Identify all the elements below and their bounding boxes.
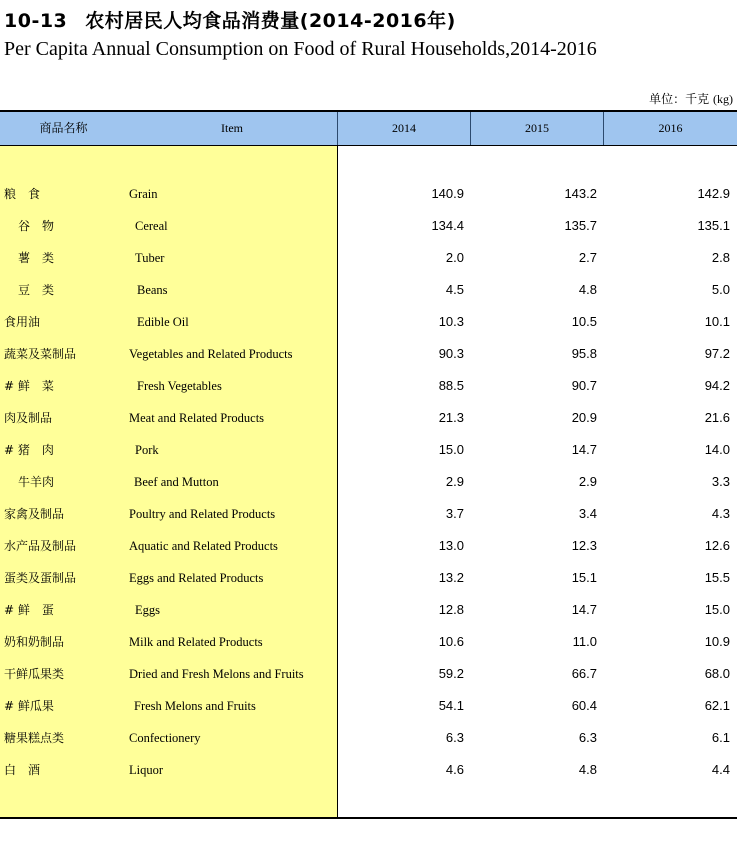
cell-value-2014: 15.0: [438, 442, 464, 457]
cell-value-2014: 3.7: [445, 506, 464, 521]
cell-value-2016: 15.5: [704, 570, 730, 585]
row-label-cn: 肉及制品: [4, 411, 53, 425]
cell-value-2015: 11.0: [572, 634, 597, 649]
row-label-cn: # 鲜 菜: [4, 379, 54, 393]
row-label-en: Vegetables and Related Products: [129, 347, 293, 361]
cell-value-2014: 134.4: [431, 218, 464, 233]
cell-value-2016: 142.9: [697, 186, 730, 201]
cell-value-2016: 97.2: [704, 346, 730, 361]
unit-label-en: (kg): [713, 92, 733, 106]
cell-value-2016: 68.0: [704, 666, 730, 681]
cell-value-2014: 10.6: [438, 634, 464, 649]
row-label-cn: 蛋类及蛋制品: [4, 571, 77, 585]
cell-value-2015: 66.7: [571, 666, 597, 681]
table-row: [0, 242, 737, 274]
table-row: [0, 562, 737, 594]
table-row: [0, 594, 737, 626]
table-title-en: Per Capita Annual Consumption on Food of Rural Households,2014-2016: [4, 38, 597, 60]
cell-value-2015: 4.8: [578, 282, 597, 297]
cell-value-2015: 60.4: [571, 698, 597, 713]
table-row: [0, 722, 737, 754]
row-label-en: Eggs and Related Products: [129, 571, 264, 585]
cell-value-2015: 90.7: [571, 378, 597, 393]
row-label-en: Liquor: [129, 763, 164, 777]
cell-value-2015: 14.7: [571, 442, 597, 457]
row-label-en: Edible Oil: [137, 315, 189, 329]
cell-value-2015: 6.3: [578, 730, 597, 745]
row-label-cn: 糖果糕点类: [4, 731, 65, 745]
row-label-cn: 牛羊肉: [18, 475, 55, 489]
row-label-cn: 奶和奶制品: [4, 635, 65, 649]
cell-value-2016: 2.8: [711, 250, 730, 265]
cell-value-2016: 21.6: [704, 410, 730, 425]
cell-value-2016: 135.1: [697, 218, 730, 233]
cell-value-2015: 14.7: [571, 602, 597, 617]
cell-value-2015: 2.7: [578, 250, 597, 265]
cell-value-2016: 94.2: [704, 378, 730, 393]
row-label-en: Poultry and Related Products: [129, 507, 276, 521]
header-year-2016: 2016: [658, 121, 683, 135]
table-bottom-rule: [0, 817, 737, 819]
cell-value-2016: 3.3: [711, 474, 730, 489]
cell-value-2014: 4.6: [445, 762, 464, 777]
table-title-cn: [4, 6, 456, 33]
row-label-cn: 水产品及制品: [4, 539, 77, 553]
cell-value-2014: 2.0: [445, 250, 464, 265]
row-label-en: Confectionery: [129, 731, 201, 745]
cell-value-2015: 12.3: [571, 538, 597, 553]
cell-value-2016: 62.1: [704, 698, 730, 713]
cell-value-2016: 4.4: [711, 762, 730, 777]
cell-value-2014: 10.3: [438, 314, 464, 329]
row-label-cn: 粮 食: [4, 187, 41, 201]
table-row: [0, 498, 737, 530]
table-row: [0, 530, 737, 562]
table-row: [0, 210, 737, 242]
header-item-en: Item: [221, 121, 243, 135]
cell-value-2015: 95.8: [571, 346, 597, 361]
row-label-en: Beef and Mutton: [134, 475, 219, 489]
unit-label-cn: 单位：千克: [649, 92, 710, 106]
cell-value-2016: 12.6: [704, 538, 730, 553]
row-label-cn: # 鲜 蛋: [4, 603, 54, 617]
cell-value-2014: 2.9: [445, 474, 464, 489]
table-number: 10-13: [4, 10, 68, 32]
table-row: [0, 178, 737, 210]
table-row: [0, 658, 737, 690]
cell-value-2015: 143.2: [564, 186, 597, 201]
cell-value-2015: 15.1: [571, 570, 597, 585]
header-year-2014: 2014: [392, 121, 416, 135]
cell-value-2014: 21.3: [438, 410, 464, 425]
table-row: [0, 626, 737, 658]
cell-value-2016: 14.0: [704, 442, 730, 457]
cell-value-2016: 5.0: [711, 282, 730, 297]
cell-value-2016: 10.1: [704, 314, 730, 329]
row-label-en: Dried and Fresh Melons and Fruits: [129, 667, 304, 681]
row-label-cn: 薯 类: [18, 251, 55, 265]
table-row: [0, 690, 737, 722]
row-label-en: Cereal: [135, 219, 168, 233]
table-row: [0, 754, 737, 786]
cell-value-2014: 88.5: [438, 378, 464, 393]
row-label-en: Tuber: [135, 251, 165, 265]
table-row: [0, 434, 737, 466]
cell-value-2015: 135.7: [564, 218, 597, 233]
row-label-cn: # 猪 肉: [4, 443, 54, 457]
row-label-en: Meat and Related Products: [129, 411, 265, 425]
cell-value-2015: 10.5: [571, 314, 597, 329]
row-label-en: Pork: [135, 443, 159, 457]
cell-value-2016: 10.9: [704, 634, 730, 649]
row-label-en: Eggs: [135, 603, 160, 617]
row-label-cn: 家禽及制品: [4, 507, 65, 521]
cell-value-2014: 13.0: [438, 538, 464, 553]
table-row: [0, 466, 737, 498]
table-row: [0, 402, 737, 434]
cell-value-2014: 12.8: [438, 602, 464, 617]
header-year-2015: 2015: [525, 121, 549, 135]
table-title-cn-text: 农村居民人均食品消费量(2014-2016年): [85, 10, 456, 32]
cell-value-2015: 20.9: [571, 410, 597, 425]
row-label-cn: 干鲜瓜果类: [4, 667, 65, 681]
row-label-en: Fresh Melons and Fruits: [134, 699, 256, 713]
row-label-cn: 豆 类: [18, 283, 55, 297]
row-label-en: Aquatic and Related Products: [129, 539, 278, 553]
cell-value-2015: 3.4: [578, 506, 597, 521]
cell-value-2015: 4.8: [578, 762, 597, 777]
row-label-cn: 谷 物: [18, 219, 55, 233]
header-item-cn: 商品名称: [39, 121, 88, 135]
table-row: [0, 370, 737, 402]
unit-label: [649, 90, 733, 107]
row-label-cn: 食用油: [4, 315, 41, 329]
cell-value-2014: 59.2: [438, 666, 464, 681]
table-row: [0, 338, 737, 370]
cell-value-2014: 13.2: [438, 570, 464, 585]
row-label-en: Grain: [129, 187, 158, 201]
cell-value-2016: 15.0: [704, 602, 730, 617]
cell-value-2014: 54.1: [438, 698, 464, 713]
row-label-cn: 白 酒: [4, 763, 41, 777]
row-label-en: Fresh Vegetables: [137, 379, 222, 393]
row-label-en: Beans: [137, 283, 168, 297]
cell-value-2015: 2.9: [578, 474, 597, 489]
row-label-cn: # 鲜瓜果: [4, 699, 54, 713]
table-row: [0, 274, 737, 306]
cell-value-2016: 6.1: [711, 730, 730, 745]
row-label-cn: 蔬菜及菜制品: [4, 347, 77, 361]
row-label-en: Milk and Related Products: [129, 635, 263, 649]
cell-value-2014: 6.3: [445, 730, 464, 745]
cell-value-2016: 4.3: [711, 506, 730, 521]
cell-value-2014: 4.5: [445, 282, 464, 297]
cell-value-2014: 140.9: [431, 186, 464, 201]
cell-value-2014: 90.3: [438, 346, 464, 361]
table-row: [0, 306, 737, 338]
